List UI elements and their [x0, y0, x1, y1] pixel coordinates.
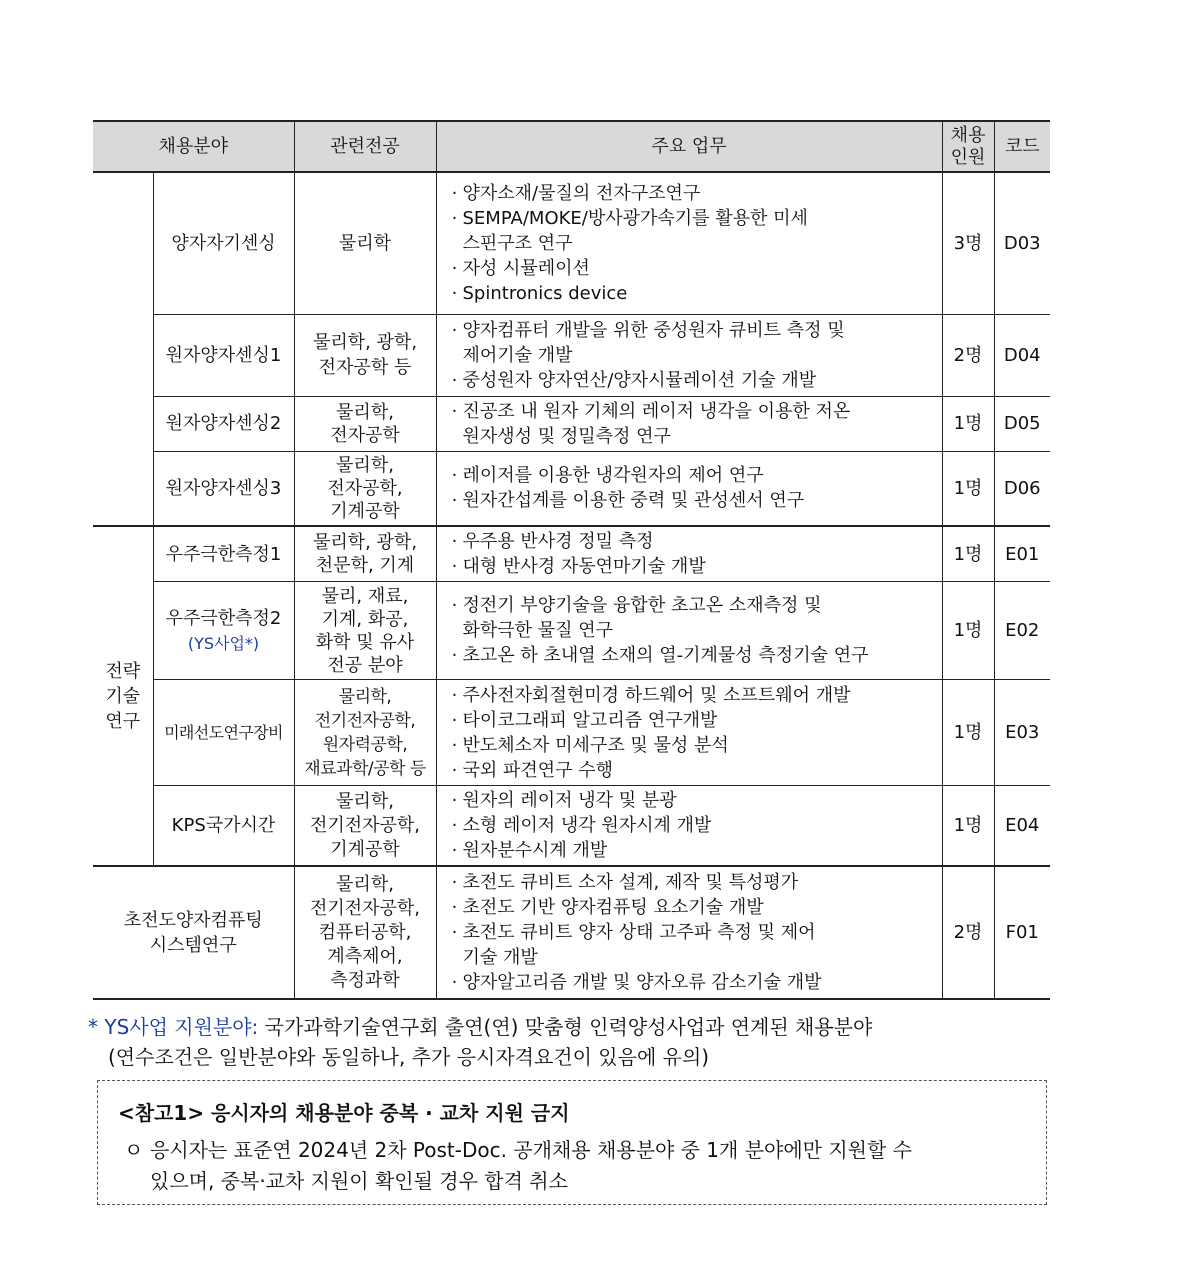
duty-item: · 타이코그래피 알고리즘 연구개발: [447, 708, 938, 733]
major-cell: 물리학, 전자공학: [294, 396, 436, 451]
duty-item: · 초전도 큐비트 소자 설계, 제작 및 특성평가: [447, 870, 938, 895]
field-cell: [153, 582, 294, 680]
field-cell: 초전도양자컴퓨팅 시스템연구: [93, 866, 294, 999]
duty-cell: [436, 786, 942, 867]
duty-item: · Spintronics device: [447, 281, 938, 306]
table-row: [93, 451, 1050, 526]
major-cell: 물리학: [294, 172, 436, 314]
duty-item: · 소형 레이저 냉각 원자시계 개발: [447, 813, 938, 838]
code-cell: D04: [994, 314, 1050, 396]
code-cell: E01: [994, 526, 1050, 582]
duty-item: · 초전도 기반 양자컴퓨팅 요소기술 개발: [447, 895, 938, 920]
code-cell: D06: [994, 451, 1050, 526]
duty-item: · 양자컴퓨터 개발을 위한 중성원자 큐비트 측정 및 제어기술 개발: [447, 318, 938, 368]
code-cell: F01: [994, 866, 1050, 999]
field-cell: KPS국가시간: [153, 786, 294, 867]
duty-cell: [436, 172, 942, 314]
duty-item: · 대형 반사경 자동연마기술 개발: [447, 554, 938, 579]
headcount-cell: 3명: [942, 172, 994, 314]
footnote-line1: [88, 1012, 1068, 1042]
headcount-cell: 1명: [942, 451, 994, 526]
ys-program-note: (YS사업*): [187, 633, 260, 653]
footnote-line2: (연수조건은 일반분야와 동일하나, 추가 응시자격요건이 있음에 유의): [108, 1045, 710, 1069]
headcount-cell: 2명: [942, 866, 994, 999]
table-row: [93, 396, 1050, 451]
major-cell: 물리학, 광학, 천문학, 기계: [294, 526, 436, 582]
code-cell: E02: [994, 582, 1050, 680]
notice-box: [97, 1080, 1047, 1205]
duty-item: · 원자분수시계 개발: [447, 838, 938, 863]
duty-item: · 양자알고리즘 개발 및 양자오류 감소기술 개발: [447, 970, 938, 995]
duty-item: · 원자의 레이저 냉각 및 분광: [447, 788, 938, 813]
category-blank-cell: [93, 172, 153, 526]
table-row: [93, 680, 1050, 786]
headcount-cell: 1명: [942, 680, 994, 786]
field-cell: 원자양자센싱2: [153, 396, 294, 451]
recruitment-table: [93, 120, 1050, 1000]
duty-item: · SEMPA/MOKE/방사광가속기를 활용한 미세 스핀구조 연구: [447, 206, 938, 256]
field-cell: 원자양자센싱1: [153, 314, 294, 396]
footnote: [88, 1012, 1068, 1072]
duty-item: · 초전도 큐비트 양자 상태 고주파 측정 및 제어 기술 개발: [447, 920, 938, 970]
major-cell: 물리학, 광학, 전자공학 등: [294, 314, 436, 396]
duty-cell: [436, 866, 942, 999]
duty-cell: [436, 451, 942, 526]
duty-item: · 원자간섭계를 이용한 중력 및 관성센서 연구: [447, 488, 938, 513]
duty-cell: [436, 314, 942, 396]
code-cell: D05: [994, 396, 1050, 451]
duty-item: · 정전기 부양기술을 융합한 초고온 소재측정 및 화학극한 물질 연구: [447, 593, 938, 643]
code-cell: E04: [994, 786, 1050, 867]
table-header-row: [93, 121, 1050, 172]
major-cell: 물리, 재료, 기계, 화공, 화학 및 유사 전공 분야: [294, 582, 436, 680]
duty-cell: [436, 526, 942, 582]
headcount-cell: 1명: [942, 526, 994, 582]
duty-item: · 중성원자 양자연산/양자시뮬레이션 기술 개발: [447, 368, 938, 393]
duty-item: · 국외 파견연구 수행: [447, 758, 938, 783]
header-code: 코드: [994, 121, 1050, 172]
duty-item: · 양자소재/물질의 전자구조연구: [447, 181, 938, 206]
headcount-cell: 1명: [942, 786, 994, 867]
notice-body: [124, 1135, 1034, 1197]
footnote-mark: * YS사업 지원분야:: [88, 1015, 259, 1039]
headcount-cell: 2명: [942, 314, 994, 396]
code-cell: E03: [994, 680, 1050, 786]
notice-title: <참고1> 응시자의 채용분야 중복 · 교차 지원 금지: [118, 1101, 570, 1125]
duty-item: · 레이저를 이용한 냉각원자의 제어 연구: [447, 463, 938, 488]
notice-text: 응시자는 표준연 2024년 2차 Post-Doc. 공개채용 채용분야 중 1개 분야에만 지원할 수 있으며, 중복·교차 지원이 확인될 경우 합격 취소: [150, 1138, 912, 1193]
field-cell: 원자양자센싱3: [153, 451, 294, 526]
table-row: [93, 314, 1050, 396]
duty-item: · 자성 시뮬레이션: [447, 256, 938, 281]
header-major: 관련전공: [294, 121, 436, 172]
field-cell: 미래선도연구장비: [153, 680, 294, 786]
code-cell: D03: [994, 172, 1050, 314]
category-cell: 전략 기술 연구: [93, 526, 153, 866]
table-row: [93, 172, 1050, 314]
header-duty: 주요 업무: [436, 121, 942, 172]
duty-item: · 주사전자회절현미경 하드웨어 및 소프트웨어 개발: [447, 683, 938, 708]
table-row: [93, 786, 1050, 867]
duty-cell: [436, 396, 942, 451]
headcount-cell: 1명: [942, 396, 994, 451]
field-cell: 우주극한측정1: [153, 526, 294, 582]
footnote-text: 국가과학기술연구회 출연(연) 맞춤형 인력양성사업과 연계된 채용분야: [258, 1015, 873, 1039]
table-row: [93, 866, 1050, 999]
duty-item: · 반도체소자 미세구조 및 물성 분석: [447, 733, 938, 758]
table-row: [93, 582, 1050, 680]
header-headcount: 채용 인원: [942, 121, 994, 172]
field-cell: 양자자기센싱: [153, 172, 294, 314]
major-cell: 물리학, 전기전자공학, 컴퓨터공학, 계측제어, 측정과학: [294, 866, 436, 999]
duty-item: · 초고온 하 초내열 소재의 열-기계물성 측정기술 연구: [447, 643, 938, 668]
duty-item: · 진공조 내 원자 기체의 레이저 냉각을 이용한 저온 원자생성 및 정밀측정 연구: [447, 399, 938, 449]
header-field: 채용분야: [93, 121, 294, 172]
major-cell: 물리학, 전자공학, 기계공학: [294, 451, 436, 526]
duty-item: · 우주용 반사경 정밀 측정: [447, 529, 938, 554]
field-name: 우주극한측정2: [165, 607, 282, 629]
bullet-icon: ㅇ: [124, 1138, 144, 1162]
headcount-cell: 1명: [942, 582, 994, 680]
major-cell: 물리학, 전기전자공학, 기계공학: [294, 786, 436, 867]
major-cell: 물리학, 전기전자공학, 원자력공학, 재료과학/공학 등: [294, 680, 436, 786]
duty-cell: [436, 582, 942, 680]
table-row: [93, 526, 1050, 582]
duty-cell: [436, 680, 942, 786]
